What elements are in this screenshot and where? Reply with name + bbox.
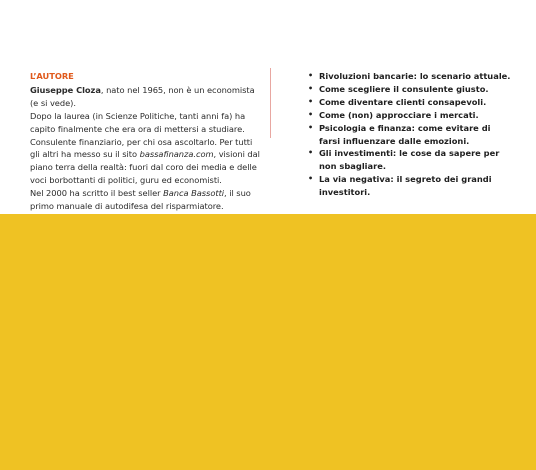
column-divider (270, 68, 271, 138)
author-name: Giuseppe Cloza (30, 84, 101, 95)
author-paragraph-career (30, 136, 262, 188)
contents-list (306, 70, 511, 199)
list-item-text: Come scegliere il consulente giusto. (319, 83, 489, 94)
list-item (306, 147, 511, 173)
bullet-icon: • (308, 148, 314, 158)
author-intro (30, 84, 262, 110)
yellow-band (0, 214, 536, 470)
author-heading: L’AUTORE (30, 71, 74, 81)
list-item-text: Gli investimenti: le cose da sapere per non sbagliare. (319, 148, 500, 172)
bullet-icon: • (308, 83, 314, 93)
list-item (306, 122, 511, 148)
list-item (306, 173, 511, 199)
book-text-end: , il suo primo manuale di autodifesa del risparmiatore. (30, 188, 251, 212)
bullet-icon: • (308, 174, 314, 184)
list-item-text: La via negativa: il segreto dei grandi investitori. (319, 174, 492, 198)
list-item-text: Come (non) approcciare i mercati. (319, 109, 479, 120)
list-item-text: Rivoluzioni bancarie: lo scenario attuale. (319, 71, 511, 81)
website-name: bassafinanza.com (139, 149, 214, 160)
author-intro-text: , nato nel 1965, non è un economista (e si vede). (30, 84, 255, 108)
contents-section (306, 70, 511, 199)
bullet-icon: • (308, 71, 314, 80)
book-title: Banca Bassotti (163, 188, 225, 199)
career-text-start: Consulente finanziario, per chi osa ascoltarlo. Per tutti gli altri ha messo su il sito (30, 136, 253, 160)
list-item (306, 96, 511, 109)
list-item (306, 70, 511, 83)
author-paragraph-book (30, 187, 262, 213)
list-item-text: Come diventare clienti consapevoli. (319, 96, 487, 107)
bullet-icon: • (308, 109, 314, 119)
list-item (306, 109, 511, 122)
career-text-end: , visioni dal piano terra della realtà: fuori dal coro dei media e delle voci borbottanti di politici, guru ed economisti. (30, 149, 260, 186)
bullet-icon: • (308, 96, 314, 106)
bullet-icon: • (308, 122, 314, 132)
list-item-text: Psicologia e finanza: come evitare di farsi influenzare dalle emozioni. (319, 122, 491, 146)
author-section (30, 70, 262, 213)
author-paragraph-education: Dopo la laurea (in Scienze Politiche, tanti anni fa) ha capito finalmente che era ora di mettersi a studiare. (30, 110, 246, 134)
book-text-start: Nel 2000 ha scritto il best seller (30, 188, 164, 199)
list-item (306, 83, 511, 96)
